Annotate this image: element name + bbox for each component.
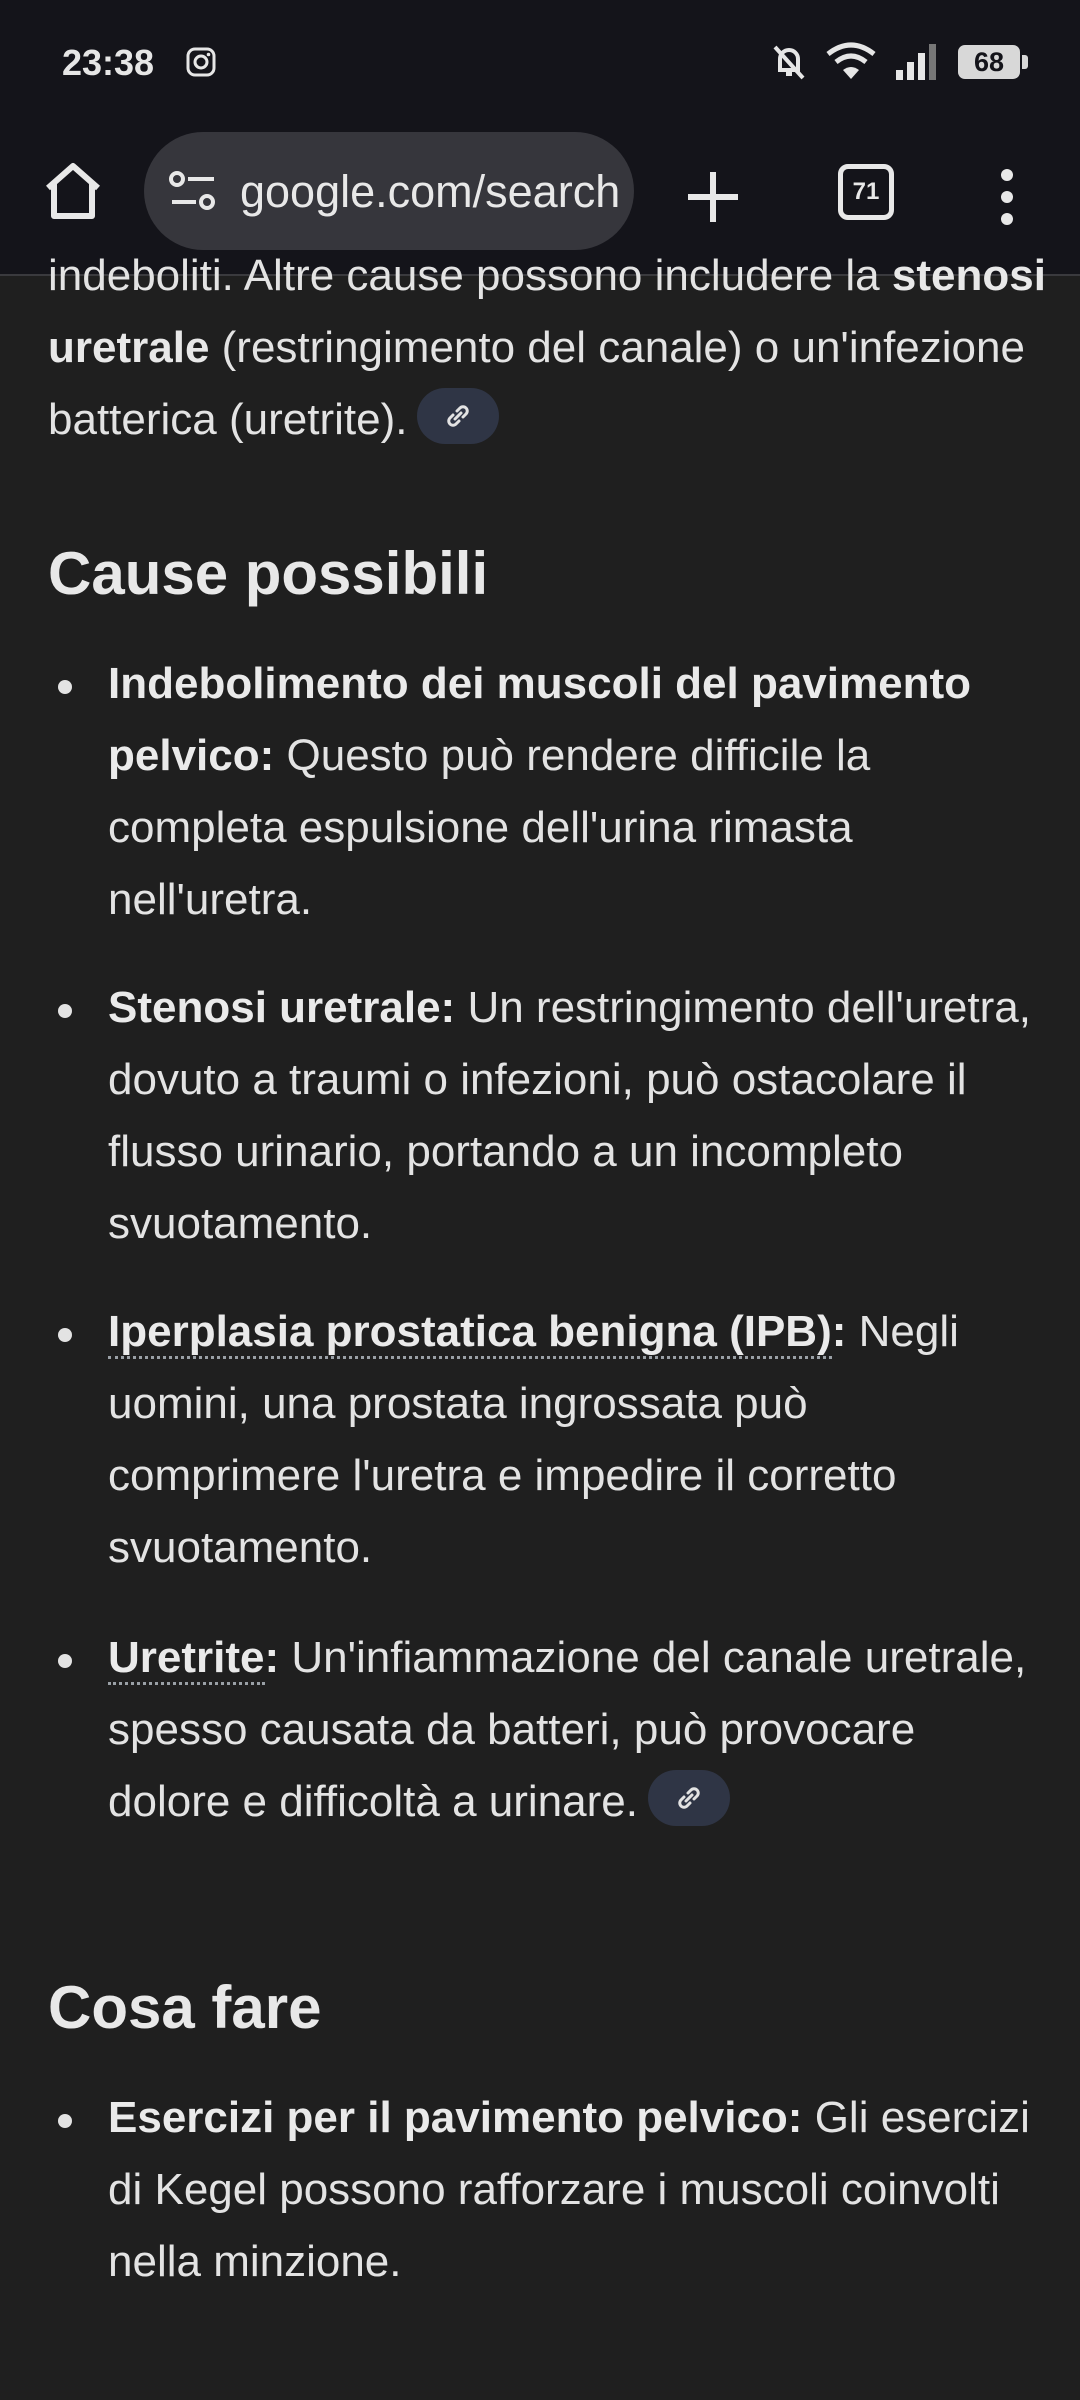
bullet-body: Negli uomini, una prostata ingrossata può comprimere l'uretra e impedire il corretto svuotamento. <box>108 1307 959 1572</box>
intro-line1: indeboliti. Altre cause possono includere la <box>48 251 880 300</box>
status-time: 23:38 <box>62 42 155 83</box>
bullet-bold-suffix: : <box>264 1633 280 1682</box>
glossary-term[interactable]: Iperplasia prostatica benigna (IPB) <box>108 1307 832 1359</box>
instagram-icon <box>186 47 216 77</box>
bullet-dot <box>58 680 72 694</box>
plus-icon[interactable] <box>678 162 748 232</box>
bullet-bold: Esercizi per il pavimento pelvico: <box>108 2093 803 2142</box>
bullet-dot <box>58 2114 72 2128</box>
home-icon[interactable] <box>40 158 106 224</box>
status-icons <box>770 40 1020 84</box>
link-icon <box>674 1783 704 1813</box>
bullet-bold: Indebolimento dei muscoli del pavimento pelvico: <box>108 659 972 780</box>
address-bar[interactable] <box>144 132 634 250</box>
battery-icon: 68 <box>958 45 1020 79</box>
bullet-body: Un restringimento dell'uretra, dovuto a traumi o infezioni, può ostacolare il flusso urinario, portando a un incompleto svuotamento. <box>108 983 1031 1248</box>
source-link-chip[interactable] <box>417 388 499 444</box>
intro-paragraph <box>48 240 1058 456</box>
bullet-body: Un'infiammazione del canale uretrale, spesso causata da batteri, può provocare dolore e difficoltà a urinare. <box>108 1633 1027 1826</box>
bullet-text <box>108 1622 1038 1838</box>
intro-rest: (restringimento del canale) o un'infezione batterica (uretrite). <box>48 323 1025 444</box>
intro-bold: stenosi uretrale <box>48 251 1046 372</box>
site-settings-icon[interactable] <box>168 170 218 212</box>
bullet-body: Questo può rendere difficile la completa espulsione dell'urina rimasta nell'uretra. <box>108 731 871 924</box>
bullet-text <box>108 1296 1038 1584</box>
bullet-bold: Stenosi uretrale: <box>108 983 456 1032</box>
signal-icon <box>894 42 940 82</box>
bell-off-icon <box>770 42 808 82</box>
url-text[interactable]: google.com/search <box>240 166 620 217</box>
link-icon <box>443 401 473 431</box>
bullet-dot <box>58 1654 72 1668</box>
source-link-chip[interactable] <box>648 1770 730 1826</box>
wifi-icon <box>826 42 876 82</box>
section-title-cosa-fare: Cosa fare <box>48 1974 322 2041</box>
section-title-cause: Cause possibili <box>48 540 489 607</box>
tab-switcher-button[interactable]: 71 <box>838 164 894 220</box>
status-bar <box>0 0 1080 126</box>
more-vert-icon[interactable] <box>992 162 1022 232</box>
bullet-text <box>108 972 1038 1260</box>
bullet-text <box>108 2082 1038 2298</box>
bullet-text <box>108 648 1038 936</box>
glossary-term[interactable]: Uretrite <box>108 1633 265 1685</box>
bullet-dot <box>58 1328 72 1342</box>
bullet-dot <box>58 1004 72 1018</box>
bullet-body: Gli esercizi di Kegel possono rafforzare i muscoli coinvolti nella minzione. <box>108 2093 1030 2286</box>
bullet-bold-suffix: : <box>831 1307 847 1356</box>
